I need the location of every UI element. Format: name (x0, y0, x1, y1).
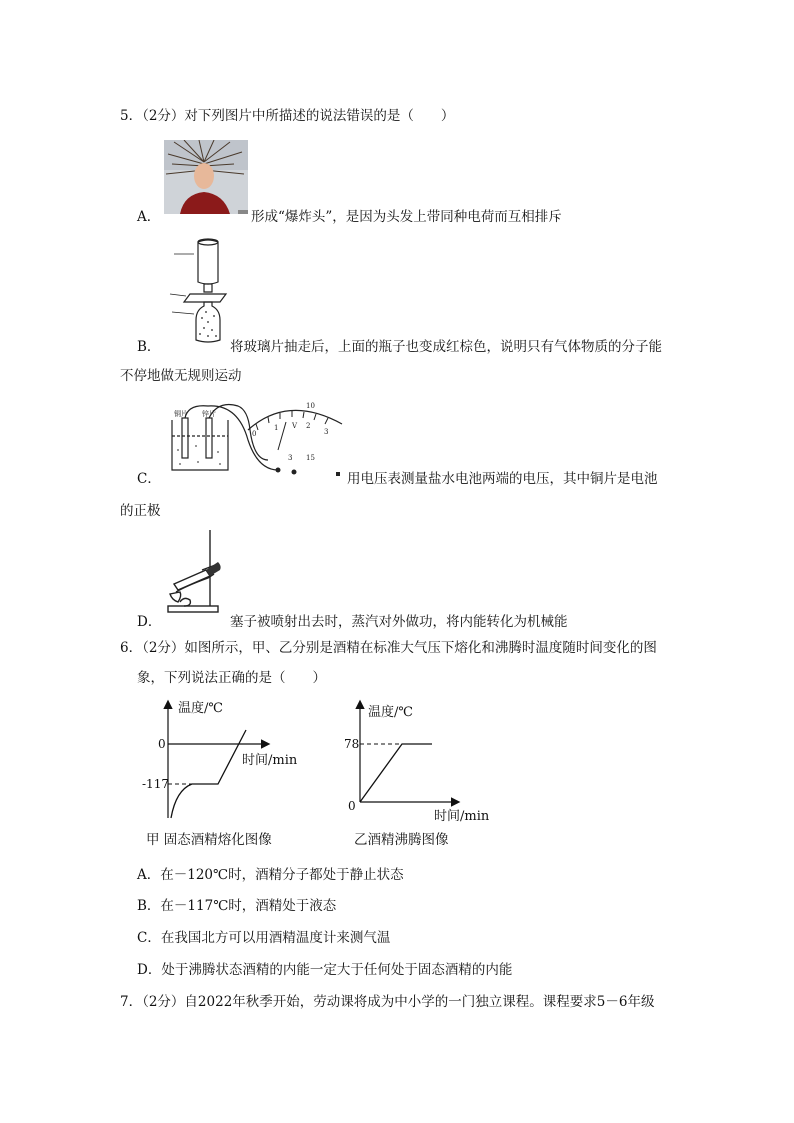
svg-text:V: V (292, 422, 298, 430)
q6-option-d: D．处于沸腾状态酒精的内能一定大于任何处于固态酒精的内能 (137, 962, 513, 978)
q5-option-b-text-2: 不停地做无规则运动 (120, 368, 242, 384)
q6-stem-line-2: 象，下列说法正确的是（ ） (137, 670, 326, 686)
jia-curve (171, 730, 246, 818)
svg-text:铜片: 铜片 (174, 410, 188, 418)
steam-test-tube-figure (162, 526, 230, 618)
svg-text:锌片: 锌片 (202, 410, 216, 418)
svg-text:3: 3 (288, 454, 293, 462)
gas-diffusion-bottles-figure (164, 236, 234, 346)
jia-caption: 甲 固态酒精熔化图像 (146, 832, 272, 848)
yi-ylabel: 温度/℃ (368, 705, 413, 720)
svg-text:2: 2 (306, 422, 311, 430)
svg-text:15: 15 (306, 454, 315, 462)
q5-option-d-text: 塞子被喷射出去时，蒸汽对外做功，将内能转化为机械能 (230, 614, 568, 630)
q6-option-b: B．在－117℃时，酒精处于液态 (137, 898, 337, 914)
melting-graph-jia (140, 694, 320, 854)
salt-water-battery-voltmeter-figure (168, 400, 348, 480)
q5-option-b-label: B． (137, 339, 161, 355)
q6-stem-line-1: 6．（2分）如图所示，甲、乙分别是酒精在标准大气压下熔化和沸腾时温度随时间变化的图 (120, 640, 657, 656)
q5-option-a-label: A． (137, 209, 161, 225)
q5-option-b-text-1: 将玻璃片抽走后，上面的瓶子也变成红棕色，说明只有气体物质的分子能 (230, 339, 662, 355)
jia-xlabel: 时间/min (242, 753, 298, 768)
yi-curve (360, 744, 432, 802)
jia-tick-zero: 0 (158, 737, 166, 751)
yi-tick-zero: 0 (348, 799, 356, 813)
q5-stem: 5．（2分）对下列图片中所描述的说法错误的是（ ） (120, 108, 455, 124)
q5-option-c-text-1: 用电压表测量盐水电池两端的电压，其中铜片是电池 (347, 471, 658, 487)
svg-text:3: 3 (324, 428, 329, 436)
q5-option-d-label: D． (137, 614, 162, 630)
boiling-graph-yi (340, 694, 520, 854)
svg-text:1: 1 (274, 424, 279, 432)
jia-ylabel: 温度/℃ (178, 701, 223, 716)
svg-text:10: 10 (306, 402, 315, 410)
q5-option-c-label: C． (137, 471, 161, 487)
yi-caption: 乙酒精沸腾图像 (354, 832, 449, 848)
q5-option-a-text: 形成“爆炸头”，是因为头发上带同种电荷而互相排斥 (251, 209, 562, 225)
svg-text:0: 0 (252, 430, 257, 438)
static-hair-photo (164, 140, 248, 214)
jia-tick-melt: -117 (142, 777, 169, 791)
yi-tick-boil: 78 (344, 737, 360, 751)
q6-option-c: C．在我国北方可以用酒精温度计来测气温 (137, 930, 391, 946)
q6-option-a: A．在－120℃时，酒精分子都处于静止状态 (137, 867, 404, 883)
yi-xlabel: 时间/min (434, 809, 490, 824)
q7-stem: 7．（2分）自2022年秋季开始，劳动课将成为中小学的一门独立课程。课程要求5－6年级 (120, 994, 655, 1010)
q5-option-c-text-2: 的正极 (120, 503, 161, 519)
